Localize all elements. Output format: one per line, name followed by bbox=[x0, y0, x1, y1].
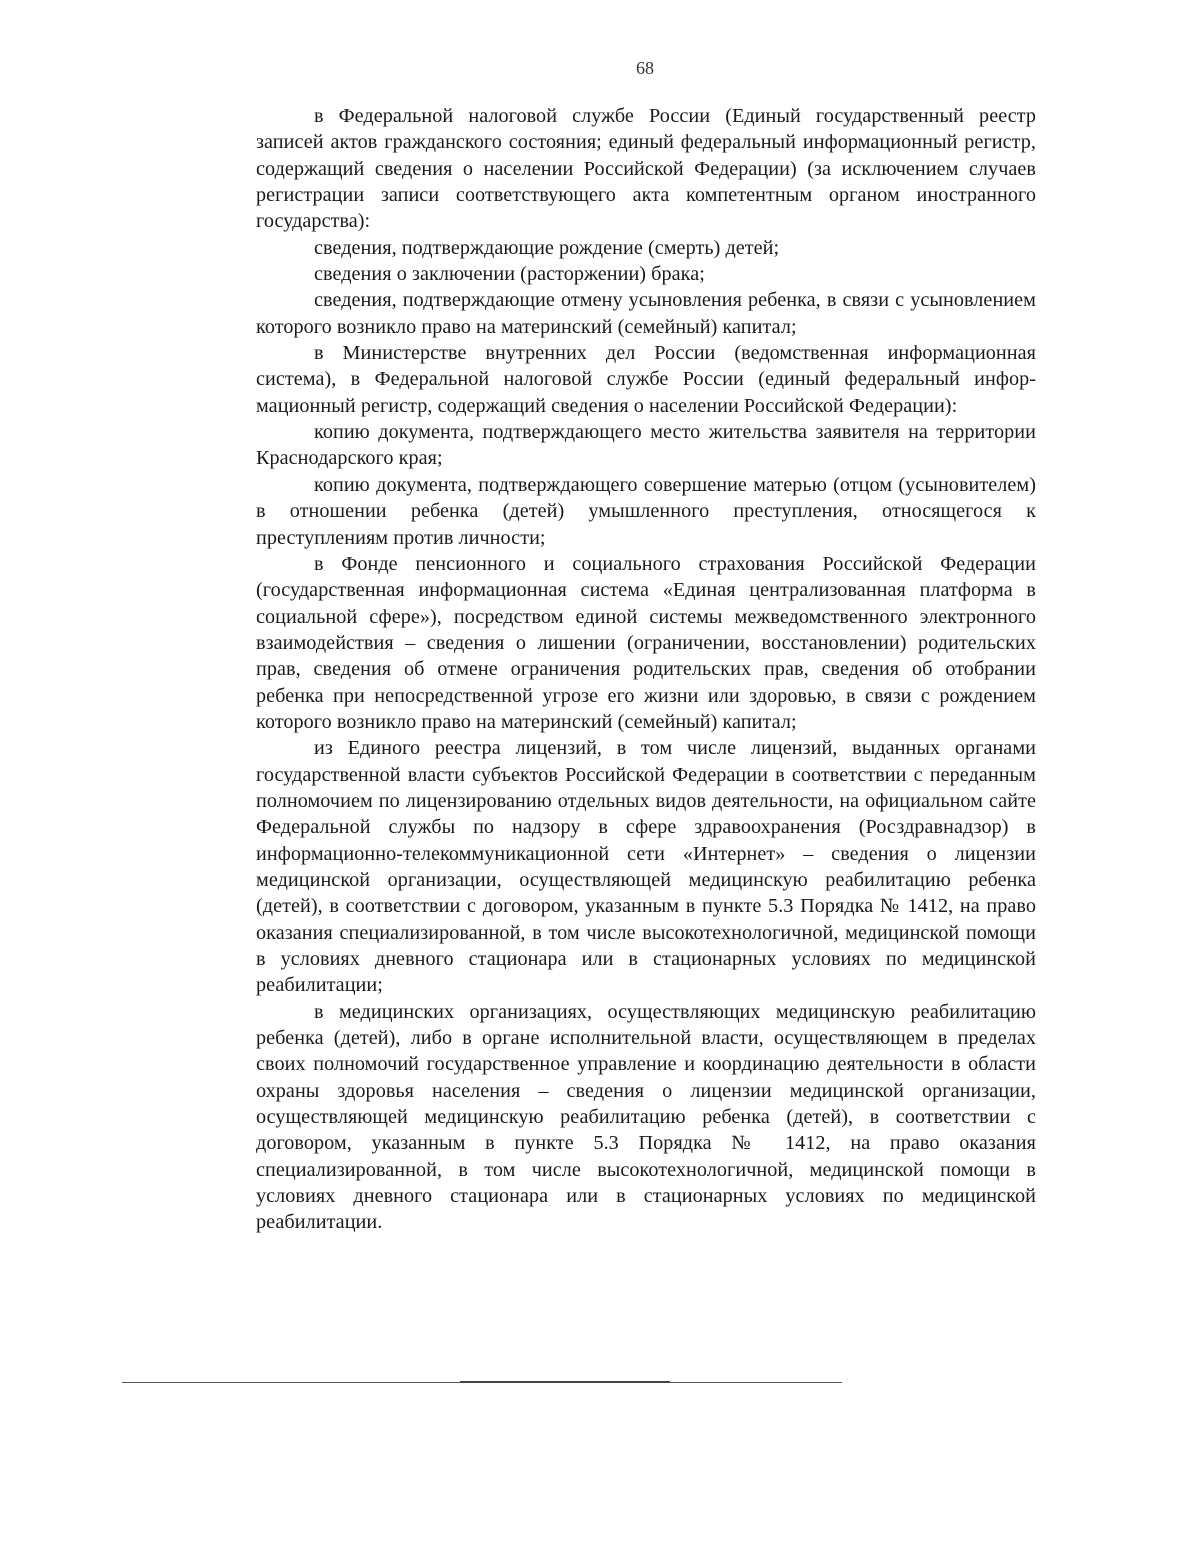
paragraph-birth-death: сведения, подтверждающие рождение (смерть) детей; bbox=[314, 236, 780, 259]
page-number: 68 bbox=[636, 58, 654, 78]
paragraph-pension-fund: в Фонде пенсионного и социального страхования Российской Федерации (государственная информационная система «Единая централизованная платформа в социальной сфере»), посредством единой системы межведомственного электронного взаимодействия – сведения о лишении (ограничении, восстановлении) родительских прав, сведения об отмене ограничения родительских прав, сведения об отобрании ребенка при непосредственной угрозе его жизни или здоровью, в связи с рождением которого возникло право на материнский (семейный) капитал; bbox=[256, 552, 1036, 733]
paragraph-license-registry: из Единого реестра лицензий, в том числе лицензий, выданных органами государственной власти субъектов Российской Федерации в соответствии с переданным полномочием по лицензированию отдельных видов деятельности, на официальном сайте Федеральной службы по надзору в сфере здравоохранения (Росздравнадзор) в информационно-телекоммуникационной сети «Интернет» – сведения о лицензии медицинской организации, осуществляющей медицинскую реабилитацию ребенка (детей), в соответствии с договором, указанным в пункте 5.3 Порядка № 1412, на право оказания специализированной, в том числе высокотехнологичной, медицинской помощи в условиях дневного стационара или в стационарных условиях по медицинской реабилитации; bbox=[256, 737, 1036, 997]
paragraph-residence-doc: копию документа, подтверждающего место жительства заявителя на территории Краснодарского края; bbox=[256, 421, 1036, 470]
paragraph-crime-doc: копию документа, подтверждающего совершение матерью (отцом (усыновителем) в отношении ребенка (детей) умышленного преступления, относящегося к преступлениям против личности; bbox=[256, 473, 1036, 549]
paragraph-adoption-cancel: сведения, подтверждающие отмену усыновления ребенка, в связи с усыновлением которого возникло право на материнский (семейный) капитал; bbox=[256, 289, 1036, 338]
paragraph-fns-registry: в Федеральной налоговой службе России (Единый государственный реестр записей актов гражданского состояния; единый федеральный информационный регистр, содержащий сведения о населении Российской Федерации) (за исключением случаев регистрации записи соответствующего акта компетентным органом иностранного государства): bbox=[256, 105, 1036, 233]
paragraph-mvd: в Министерстве внутренних дел России (ведомственная информационная система), в Федеральной налоговой службе России (единый федеральный информационный регистр, содержащий сведения о населении Российской Федерации): bbox=[256, 342, 1036, 417]
paragraph-medical-orgs: в медицинских организациях, осуществляющих медицинскую реабилитацию ребенка (детей), либо в органе исполнительной власти, осуществляющем в пределах своих полномочий государственное управление и координацию деятельности в области охраны здоровья населения – сведения о лицензии медицинской организации, осуществляющей медицинскую реабилитацию ребенка (детей), в соответствии с договором, указанным в пункте 5.3 Порядка № 1412, на право оказания специализированной, в том числе высокотехнологичной, медицинской помощи в условиях дневного стационара или в стационарных условиях по медицинской реабилитации. bbox=[256, 1000, 1036, 1234]
paragraph-marriage: сведения о заключении (расторжении) брака; bbox=[314, 263, 705, 286]
footer-rule-accent bbox=[460, 1381, 670, 1383]
document-body bbox=[256, 103, 1036, 1236]
